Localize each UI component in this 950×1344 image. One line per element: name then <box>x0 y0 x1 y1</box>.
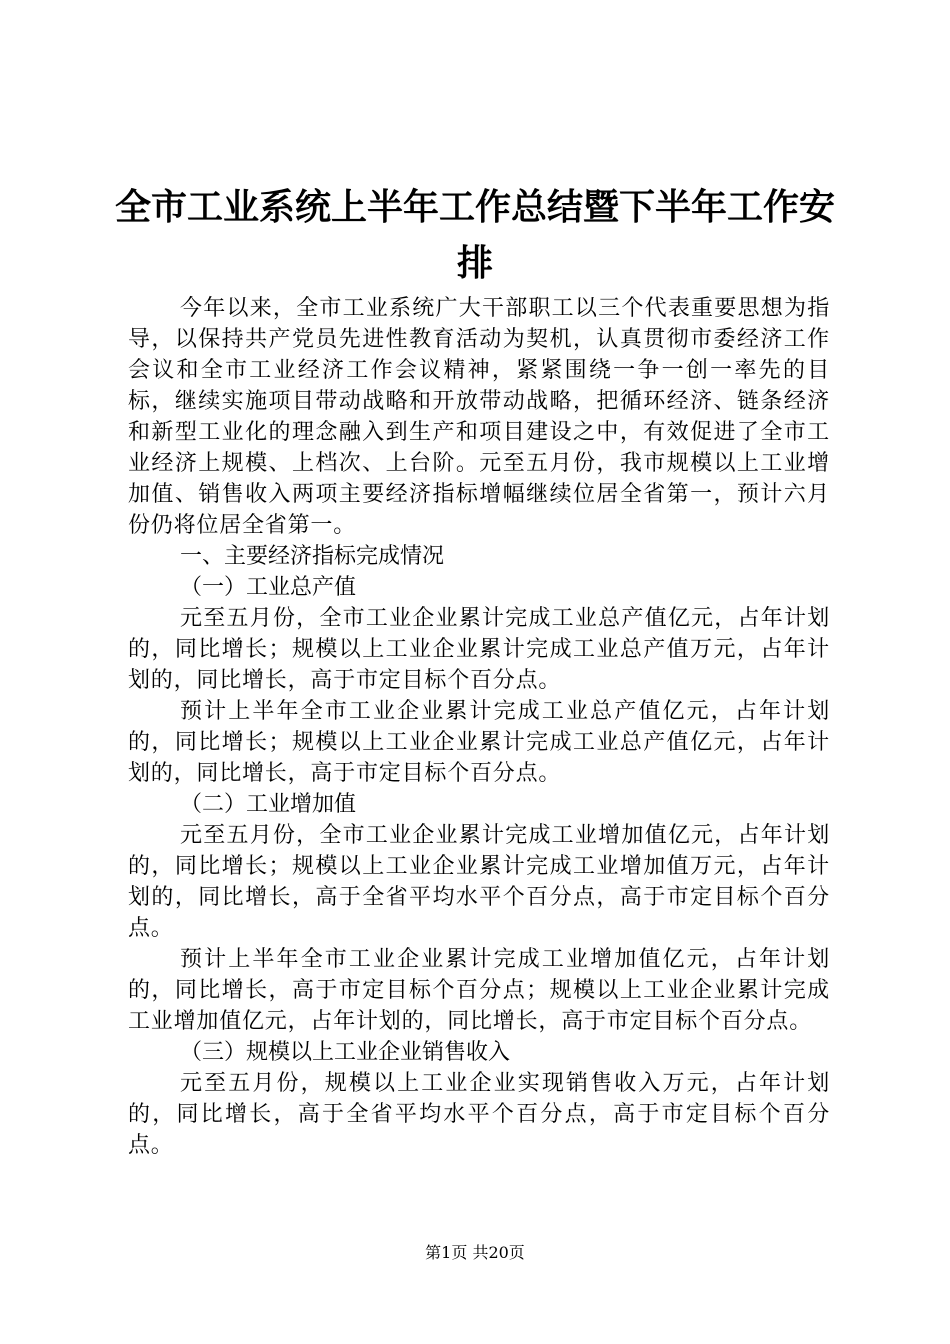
subsection-heading-output-value: （一）工业总产值 <box>180 575 357 600</box>
paragraph-output-value-1: 元至五月份，全市工业企业累计完成工业总产值亿元，占年计划的，同比增长；规模以上工业企业累计完成工业总产值万元，占年计划的，同比增长，高于市定目标个百分点。 <box>128 606 830 693</box>
document-body <box>128 293 830 1161</box>
intro-paragraph: 今年以来，全市工业系统广大干部职工以三个代表重要思想为指导，以保持共产党员先进性教育活动为契机，认真贯彻市委经济工作会议和全市工业经济工作会议精神，紧紧围绕一争一创一率先的目标，继续实施项目带动战略和开放带动战略，把循环经济、链条经济和新型工业化的理念融入到生产和项目建设之中，有效促进了全市工业经济上规模、上档次、上台阶。元至五月份，我市规模以上工业增加值、销售收入两项主要经济指标增幅继续位居全省第一，预计六月份仍将位居全省第一。 <box>128 296 830 538</box>
subsection-heading-added-value: （二）工业增加值 <box>180 792 357 817</box>
section-heading-1: 一、主要经济指标完成情况 <box>180 544 445 569</box>
subsection-heading-sales-revenue: （三）规模以上工业企业销售收入 <box>180 1040 511 1065</box>
document-title: 全市工业系统上半年工作总结暨下半年工作安排 <box>114 187 835 284</box>
paragraph-output-value-2: 预计上半年全市工业企业累计完成工业总产值亿元，占年计划的，同比增长；规模以上工业企业累计完成工业总产值亿元，占年计划的，同比增长，高于市定目标个百分点。 <box>128 699 830 786</box>
paragraph-added-value-2: 预计上半年全市工业企业累计完成工业增加值亿元，占年计划的，同比增长，高于市定目标个百分点；规模以上工业企业累计完成工业增加值亿元，占年计划的，同比增长，高于市定目标个百分点。 <box>128 947 830 1034</box>
page-footer: 第1页 共20页 <box>425 1243 525 1262</box>
paragraph-sales-revenue-1: 元至五月份，规模以上工业企业实现销售收入万元，占年计划的，同比增长，高于全省平均水平个百分点，高于市定目标个百分点。 <box>128 1071 830 1158</box>
paragraph-added-value-1: 元至五月份，全市工业企业累计完成工业增加值亿元，占年计划的，同比增长；规模以上工业企业累计完成工业增加值万元，占年计划的，同比增长，高于全省平均水平个百分点，高于市定目标个百分点。 <box>128 823 830 941</box>
